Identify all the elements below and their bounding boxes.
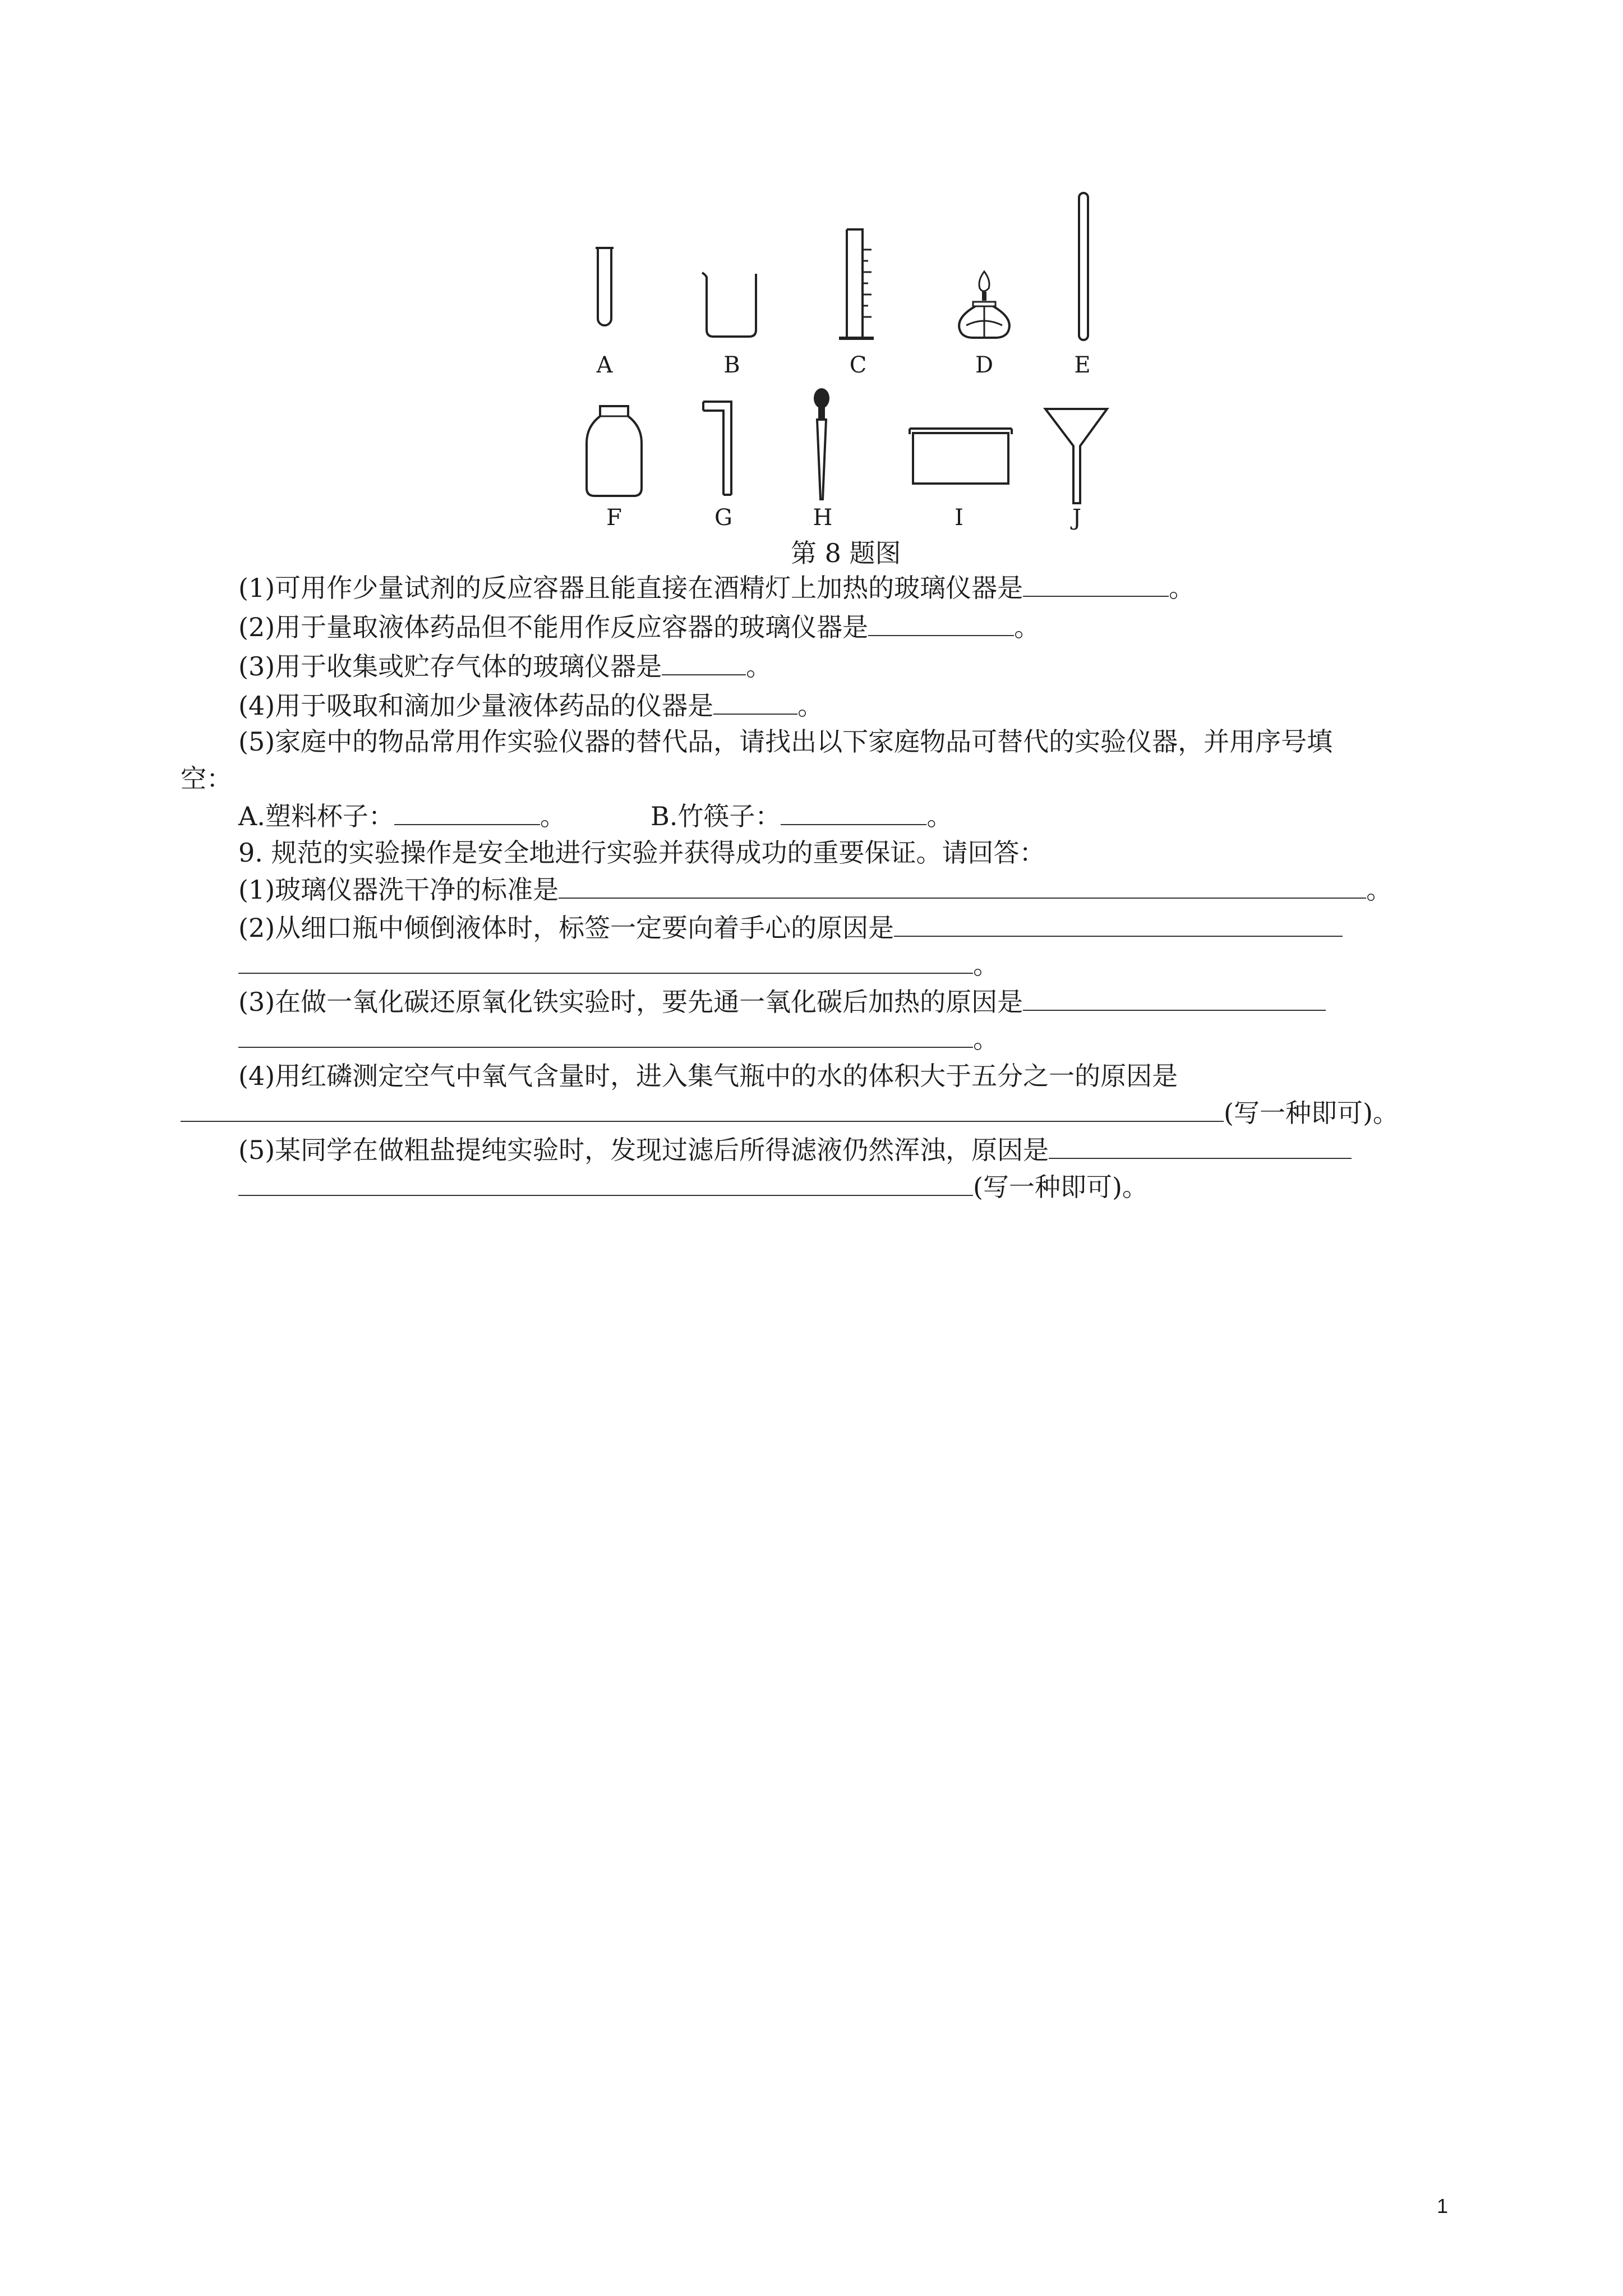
- q9-part2-continued: 。: [238, 948, 999, 982]
- bent-tube-icon: [701, 398, 746, 499]
- answer-blank[interactable]: [559, 873, 1366, 899]
- answer-blank[interactable]: [238, 1170, 973, 1196]
- q8-part5: (5)家庭中的物品常用作实验仪器的替代品，请找出以下家庭物品可替代的实验仪器，并用序号填: [238, 726, 1333, 757]
- answer-blank[interactable]: [1049, 1133, 1352, 1159]
- q9-part5: (5)某同学在做粗盐提纯实验时，发现过滤后所得滤液仍然浑浊，原因是: [238, 1133, 1352, 1167]
- water-trough-icon: [907, 426, 1014, 488]
- q8-part4: (4)用于吸取和滴加少量液体药品的仪器是 。: [238, 689, 823, 723]
- answer-blank[interactable]: [713, 689, 797, 715]
- beaker-icon: [700, 269, 762, 339]
- label-a: A: [596, 352, 613, 378]
- q9-part3: (3)在做一氧化碳还原氧化铁实验时，要先通一氧化碳后加热的原因是: [238, 985, 1326, 1019]
- q9-part5-continued: (写一种即可)。: [238, 1170, 1148, 1204]
- answer-blank[interactable]: [181, 1096, 1224, 1122]
- answer-blank[interactable]: [781, 799, 926, 825]
- label-g: G: [714, 505, 732, 531]
- label-f: F: [606, 505, 622, 531]
- q9-part1: (1)玻璃仪器洗干净的标准是 。: [238, 873, 1392, 907]
- answer-blank[interactable]: [394, 799, 540, 825]
- q9-part2: (2)从细口瓶中倾倒液体时，标签一定要向着手心的原因是: [238, 911, 1343, 945]
- figure-caption: 第 8 题图: [791, 538, 901, 568]
- q9-part4-continued: (写一种即可)。: [181, 1096, 1399, 1130]
- label-e: E: [1074, 352, 1091, 378]
- gas-bottle-icon: [583, 404, 645, 499]
- apparatus-figure: [538, 191, 1155, 550]
- q8-option-a: A.塑料杯子： 。: [238, 799, 566, 833]
- label-j: J: [1072, 505, 1082, 531]
- q9-stem: 9. 规范的实验操作是安全地进行实验并获得成功的重要保证。请回答：: [238, 838, 1045, 868]
- answer-blank[interactable]: [238, 948, 973, 974]
- q8-option-b: B.竹筷子： 。: [651, 799, 952, 833]
- label-h: H: [813, 505, 833, 531]
- page-number: 1: [1436, 2194, 1448, 2217]
- label-i: I: [955, 505, 963, 531]
- answer-blank[interactable]: [662, 650, 746, 675]
- glass-rod-icon: [1076, 191, 1092, 342]
- q9-part4: (4)用红磷测定空气中氧气含量时，进入集气瓶中的水的体积大于五分之一的原因是: [238, 1061, 1178, 1091]
- dropper-icon: [810, 387, 833, 505]
- funnel-icon: [1043, 407, 1110, 508]
- label-c: C: [849, 352, 867, 378]
- q8-part2: (2)用于量取液体药品但不能用作反应容器的玻璃仪器是 。: [238, 610, 1040, 644]
- q8-part5-continued: 空：: [181, 763, 232, 794]
- answer-blank[interactable]: [1023, 985, 1326, 1011]
- alcohol-lamp-icon: [951, 269, 1018, 342]
- q9-part3-continued: 。: [238, 1022, 999, 1056]
- answer-blank[interactable]: [1023, 571, 1169, 597]
- answer-blank[interactable]: [894, 911, 1343, 937]
- answer-blank[interactable]: [238, 1022, 973, 1048]
- q8-part3: (3)用于收集或贮存气体的玻璃仪器是 。: [238, 650, 772, 683]
- graduated-cylinder-icon: [838, 227, 883, 345]
- test-tube-icon: [593, 246, 616, 330]
- q8-part1: (1)可用作少量试剂的反应容器且能直接在酒精灯上加热的玻璃仪器是 。: [238, 571, 1195, 605]
- label-b: B: [723, 352, 740, 378]
- label-d: D: [975, 352, 994, 378]
- answer-blank[interactable]: [868, 610, 1014, 636]
